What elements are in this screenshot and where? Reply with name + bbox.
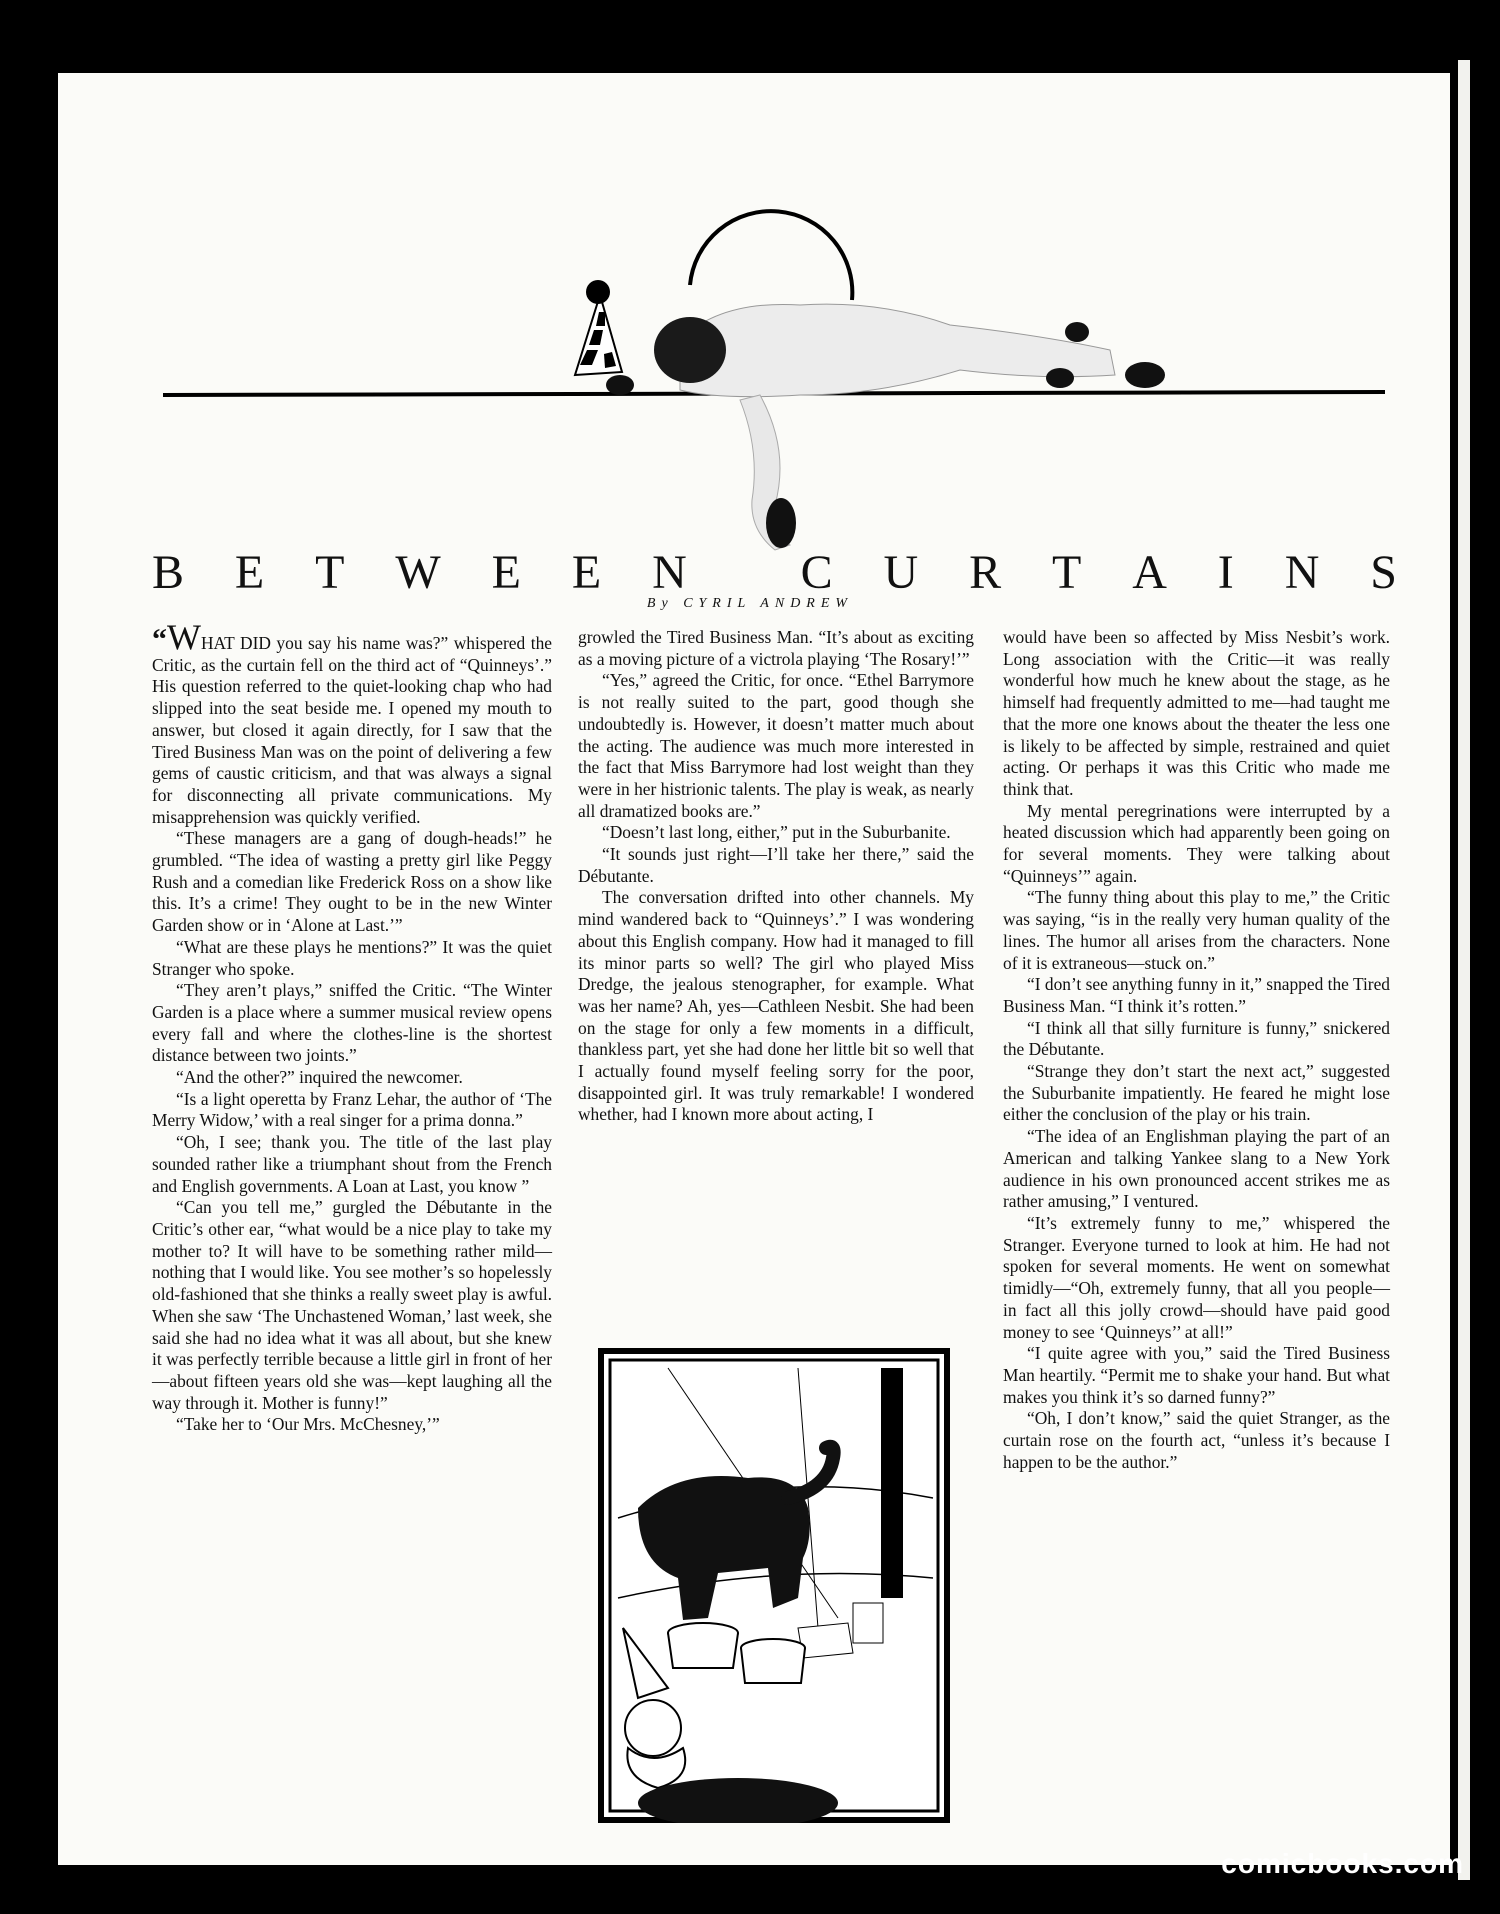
paragraph: My mental peregrinations were interrupted by a heated discussion which had apparently been going on for several moments. They were talking about “Quinneys’” again. <box>1003 800 1390 886</box>
paragraph: “What are these plays he mentions?” It was the quiet Stranger who spoke. <box>152 936 552 979</box>
paragraph: “Can you tell me,” gurgled the Débutante in the Critic’s other ear, “what would be a nice play to take my mother to? It will have to be something rather mild—nothing that I would like. You see mother’s so hopelessly old-fashioned that she thinks a really sweet play is awful. When she saw ‘The Unchastened Woman,’ last week, she said she had no idea what it was all about, but she knew it was perfectly terrible because a little girl in front of her—about fifteen years old she was—kept laughing all the way through it. Mother is funny!” <box>152 1197 552 1413</box>
column-1 <box>152 617 552 1436</box>
paragraph: “It sounds just right—I’ll take her there,” said the Débutante. <box>578 844 974 886</box>
clown-illustration <box>0 0 1500 560</box>
title-letter: I <box>1217 546 1234 599</box>
paragraph: “Oh, I see; thank you. The title of the last play sounded rather like a triumphant shout from the French and English governments. A Loan at Last, you know ” <box>152 1132 552 1196</box>
paragraph: The conversation drifted into other channels. My mind wandered back to “Quinneys’.” I was wondering about this English company. How had it managed to fill its minor parts so well? The girl who played Miss Dredge, the jealous stenographer, for example. What was her name? Ah, yes—Cathleen Nesbit. She had been on the stage for only a few moments in a difficult, thankless part, yet she had done her little bit so well that I actually found myself feeling sorry for the poor, disappointed girl. It was truly remarkable! I wondered whether, had I known more about acting, I <box>578 887 974 1125</box>
title-letter: E <box>234 546 265 599</box>
circus-elephant-illustration <box>598 1348 950 1823</box>
title-letter: U <box>883 546 919 599</box>
title-letter: R <box>969 546 1002 599</box>
title-letter: T <box>1051 546 1082 599</box>
title-letter: N <box>652 546 687 599</box>
title-letter: B <box>152 546 185 599</box>
paragraph: “The funny thing about this play to me,” the Critic was saying, “is in the really very human quality of the lines. The humor all arises from the characters. None of it is extraneous—stuck on.” <box>1003 887 1390 973</box>
byline: By CYRIL ANDREW <box>646 596 854 611</box>
paragraph: “Yes,” agreed the Critic, for once. “Ethel Barrymore is not really suited to the part, good though she undoubtedly is. However, it doesn’t matter much about the acting. The audience was much more interested in the fact that Miss Barrymore had lost weight than they were in her histrionic talents. The play is weak, as nearly all dramatized books are.” <box>578 670 974 821</box>
title-letter: E <box>571 546 602 599</box>
paragraph: “It’s extremely funny to me,” whispered the Stranger. Everyone turned to look at him. He had not spoken for several moments. He went on somewhat timidly—“Oh, extremely funny, that all you people—in fact all this jolly crowd—should have paid good money to see ‘Quinneys’’ at all!” <box>1003 1212 1390 1342</box>
drop-cap: W <box>167 617 201 657</box>
column-3 <box>1003 627 1390 1473</box>
article-title <box>152 545 1397 600</box>
title-letter: W <box>395 546 441 599</box>
paragraph: “Oh, I don’t know,” said the quiet Stranger, as the curtain rose on the fourth act, “unless it’s because I happen to be the author.” <box>1003 1408 1390 1472</box>
title-space <box>738 545 750 600</box>
clown-figure <box>606 304 1165 550</box>
paragraph: “They aren’t plays,” sniffed the Critic. “The Winter Garden is a place where a summer musical review opens every fall and where the clothes-line is the shortest distance between two joints.” <box>152 980 552 1066</box>
title-letter: S <box>1370 546 1397 599</box>
paragraph: “I think all that silly furniture is funny,” snickered the Débutante. <box>1003 1017 1390 1060</box>
title-letter: A <box>1132 546 1167 599</box>
paragraph: “I quite agree with you,” said the Tired Business Man heartily. “Permit me to shake your hand. But what makes you think it’s so darned funny?” <box>1003 1343 1390 1407</box>
paragraph: “The idea of an Englishman playing the part of an American and talking Yankee slang to a New York audience in his own pronounced accent strikes me as rather amusing,” I ventured. <box>1003 1126 1390 1212</box>
title-letter: E <box>491 546 521 599</box>
paragraph: “Doesn’t last long, either,” put in the Suburbanite. <box>602 822 951 843</box>
column-2 <box>578 627 974 1126</box>
paragraph: growled the Tired Business Man. “It’s about as exciting as a moving picture of a victrola playing ‘The Rosary!’” <box>578 627 974 669</box>
title-letter: C <box>800 546 833 599</box>
paragraph: “And the other?” inquired the newcomer. <box>176 1067 463 1088</box>
paragraph <box>152 617 552 828</box>
drop-quote: “ <box>152 623 167 656</box>
hoop <box>690 211 852 300</box>
paragraph: “I don’t see anything funny in it,” snapped the Tired Business Man. “I think it’s rotten.” <box>1003 974 1390 1016</box>
paragraph-text: HAT DID you say his name was?” whispered the Critic, as the curtain fell on the third act of “Quinneys’.” His question referred to the quiet-looking chap who had slipped into the seat beside me. I opened my mouth to answer, but closed it again directly, for I saw that the Tired Business Man was on the point of delivering a few gems of caustic criticism, and that was always a signal for disconnecting all private communications. My misapprehension was quickly verified. <box>152 633 552 827</box>
watermark: comicbooks.com <box>1221 1848 1464 1879</box>
title-letter: N <box>1284 546 1320 599</box>
paragraph: “Take her to ‘Our Mrs. McChesney,’” <box>176 1414 440 1435</box>
paragraph: “These managers are a gang of dough-heads!” he grumbled. “The idea of wasting a pretty girl like Peggy Rush and a comedian like Frederick Ross on a show like this. It’s a crime! They ought to be in the new Winter Garden show or in ‘Alone at Last.’” <box>152 828 552 936</box>
paragraph: would have been so affected by Miss Nesbit’s work. Long association with the Critic—it was really wonderful how much he knew about the stage, as he himself had frequently admitted to me—had taught me that the more one knows about the theater the less one is likely to be affected by simple, restrained and quiet acting. Or perhaps it was this Critic who made me think that. <box>1003 627 1390 799</box>
paragraph: “Strange they don’t start the next act,” suggested the Suburbanite impatiently. He feared he might lose either the conclusion of the play or his train. <box>1003 1061 1390 1125</box>
title-letter: T <box>315 546 345 599</box>
striped-hat <box>575 280 622 375</box>
paragraph: “Is a light operetta by Franz Lehar, the author of ‘The Merry Widow,’ with a real singer for a prima donna.” <box>152 1088 552 1131</box>
